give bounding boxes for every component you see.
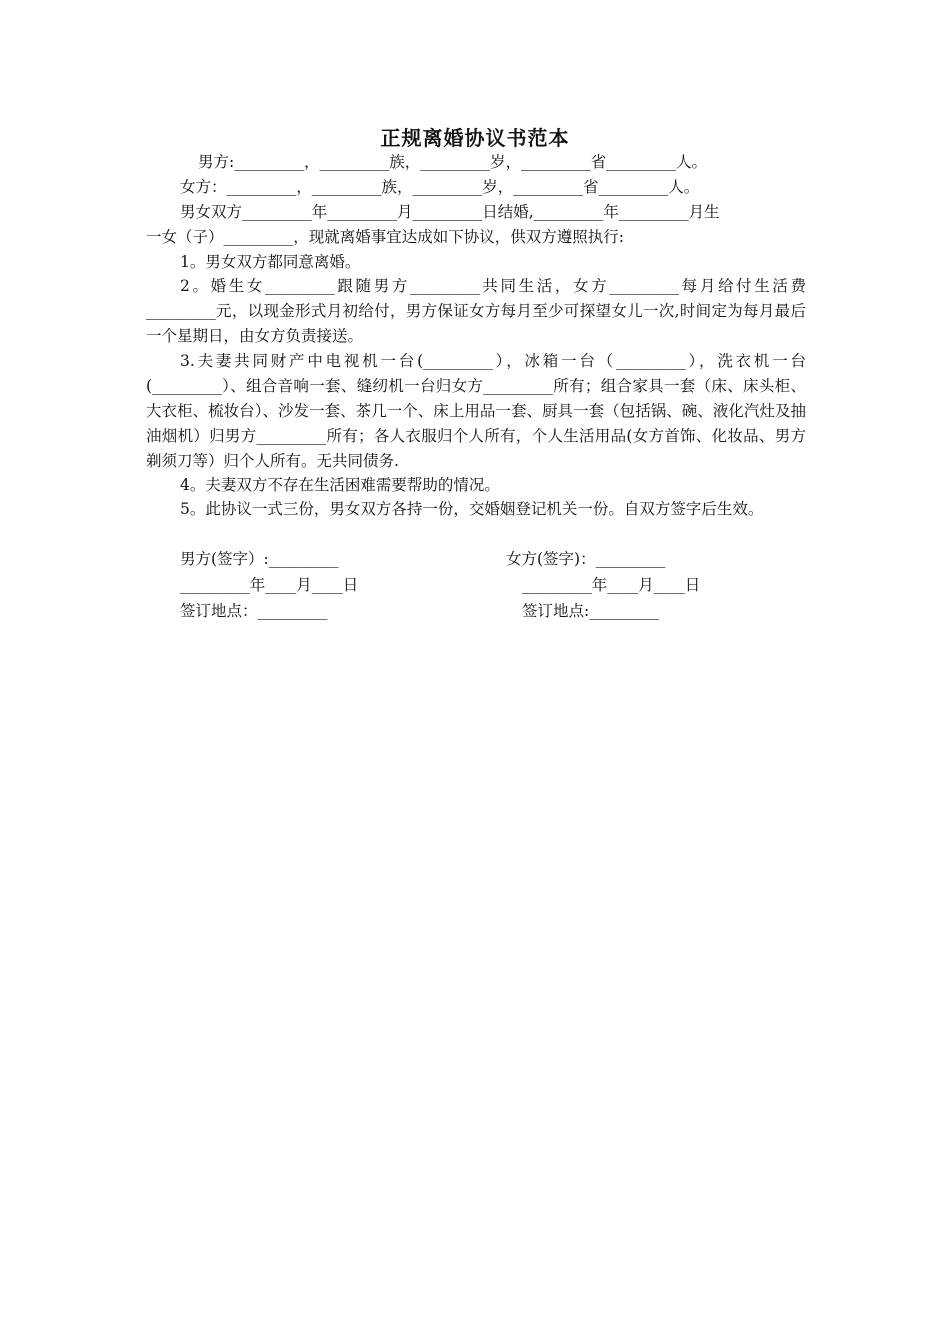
- female-date-line: _________年____月____日: [522, 576, 701, 594]
- marriage-line-2: 一女（子）_________，现就离婚事宜达成如下协议，供双方遵照执行:: [146, 228, 624, 246]
- marriage-line-1: 男女双方_________年_________月_________日结婚,_________年_________月生: [180, 203, 720, 221]
- party-male-line: 男方:_________，_________族，_________岁，_________省_________人。: [198, 153, 707, 171]
- clause-4: 4。夫妻双方不存在生活困难需要帮助的情况。: [180, 476, 500, 494]
- male-date-line: _________年____月____日: [180, 576, 359, 594]
- document-title: 正规离婚协议书范本: [380, 126, 570, 150]
- clause-1: 1。男女双方都同意离婚。: [180, 253, 361, 271]
- clause-2: 2。婚生女_________跟随男方_________共同生活，女方_________每月给付生活费_________元，以现金形式月初给付，男方保证女方每月至少可探望女儿一次,时间定为每月最后一个星期日，由女方负责接送。: [146, 277, 806, 345]
- clause-5: 5。此协议一式三份，男女双方各持一份，交婚姻登记机关一份。自双方签字后生效。: [180, 500, 764, 518]
- clause-3: 3.夫妻共同财产中电视机一台(_________），冰箱一台（_________），洗衣机一台(_________）、组合音响一套、缝纫机一台归女方_________所有；组合家具一套（床、床头柜、大衣柜、梳妆台）、沙发一套、茶几一个、床上用品一套、厨具一套（包括锅、碗、液化汽灶及抽油烟机）归男方_________所有；各人衣服归个人所有，个人生活用品(女方首饰、化妆品、男方剃须刀等）归个人所有。无共同债务.: [146, 352, 806, 470]
- male-place-line: 签订地点：_________: [180, 602, 328, 620]
- female-signature-line: 女方(签字)：_________: [506, 550, 666, 568]
- male-signature-line: 男方(签字）:_________: [180, 550, 339, 568]
- female-place-line: 签订地点:_________: [522, 602, 659, 620]
- party-female-line: 女方：_________，_________族，_________岁，_________省_________人。: [180, 178, 700, 196]
